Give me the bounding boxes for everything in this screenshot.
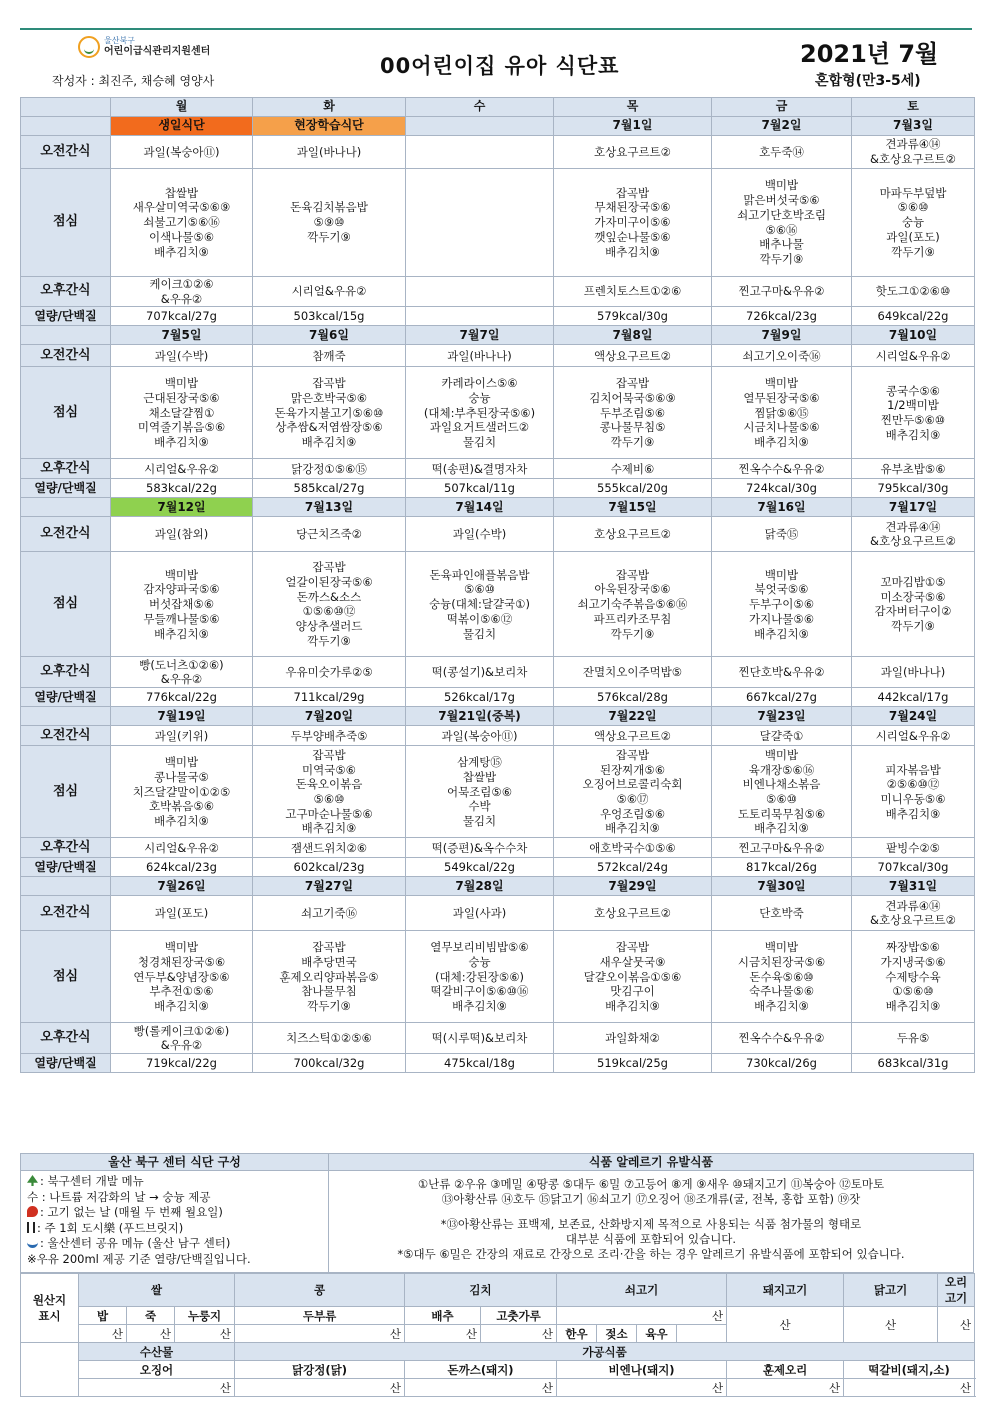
origin-item-2: 돈까스(돼지) bbox=[405, 1361, 557, 1379]
row-label-lunch: 점심 bbox=[21, 552, 111, 657]
afternoon-snack-cell: 찐단호박&우유② bbox=[712, 657, 852, 688]
author-line: 작성자 : 최진주, 채승혜 영양사 bbox=[52, 74, 215, 88]
energy-cell: 711kcal/29g bbox=[253, 688, 406, 707]
day-header: 토 bbox=[852, 98, 975, 117]
lunch-cell: 백미밥 근대된장국⑤⑥ 채소달걀찜① 미역줄기볶음⑤⑥ 배추김치⑨ bbox=[111, 367, 253, 459]
energy-cell: 526kcal/17g bbox=[406, 688, 554, 707]
origin-item-0-mark: 산 bbox=[79, 1379, 235, 1397]
energy-cell: 724kcal/30g bbox=[712, 479, 852, 498]
date-cell: 7월27일 bbox=[253, 877, 406, 896]
origin-item-2-mark: 산 bbox=[405, 1379, 557, 1397]
energy-cell: 719kcal/22g bbox=[111, 1054, 253, 1073]
date-cell: 7월7일 bbox=[406, 326, 554, 345]
morning-snack-cell: 쇠고기오이죽⑯ bbox=[712, 345, 852, 367]
afternoon-snack-cell: 시리얼&우유② bbox=[253, 277, 406, 307]
lunch-cell: 잡곡밥 아욱된장국⑤⑥ 쇠고기숙주볶음⑤⑥⑯ 파프리카조무침 깍두기⑨ bbox=[554, 552, 712, 657]
afternoon-snack-cell: 케이크①②⑥ &우유② bbox=[111, 277, 253, 307]
lunch-cell: 잡곡밥 미역국⑤⑥ 돈육오이볶음 ⑤⑥⑩ 고구마순나물⑤⑥ 배추김치⑨ bbox=[253, 746, 406, 838]
date-cell: 7월3일 bbox=[852, 117, 975, 136]
afternoon-snack-cell: 유부초밥⑤⑥ bbox=[852, 459, 975, 479]
origin-item-1-mark: 산 bbox=[235, 1379, 405, 1397]
date-cell: 현장학습식단 bbox=[253, 117, 406, 136]
lunch-cell: 돈육김치볶음밥 ⑤⑨⑩ 깍두기⑨ bbox=[253, 169, 406, 277]
legend-right-title: 식품 알레르기 유발식품 bbox=[329, 1154, 973, 1171]
allergen-list-2: ⑬아황산류 ⑭호두 ⑮닭고기 ⑯쇠고기 ⑰오징어 ⑱조개류(굴, 전복, 홍합 포함) ⑲잣 bbox=[441, 1192, 861, 1206]
legend-item-dosirak: : 주 1회 도시樂 (푸드브릿지) bbox=[27, 1221, 322, 1237]
allergen-note-3: *⑤대두 ⑥밀은 간장의 재료로 간장으로 조리·간을 하는 경우 알레르기 유발식품에 포함되어 있습니다. bbox=[397, 1247, 905, 1261]
energy-cell: 726kcal/23g bbox=[712, 307, 852, 326]
energy-cell: 817kcal/26g bbox=[712, 858, 852, 877]
row-label-afternoon: 오후간식 bbox=[21, 657, 111, 688]
energy-cell bbox=[406, 307, 554, 326]
row-label-lunch: 점심 bbox=[21, 931, 111, 1023]
allergen-note-1: *⑬아황산류는 표백제, 보존료, 산화방지제 목적으로 사용되는 식품 첨가물의 형태로 bbox=[440, 1217, 862, 1231]
page-title: 00어린이집 유아 식단표 bbox=[380, 54, 620, 78]
origin-item-5-mark: 산 bbox=[844, 1379, 975, 1397]
pepper-icon bbox=[27, 1206, 38, 1217]
day-header: 화 bbox=[253, 98, 406, 117]
row-label-energy: 열량/단백질 bbox=[21, 307, 111, 326]
origin-kimchi-pepper: 고춧가루 bbox=[481, 1307, 557, 1325]
morning-snack-cell: 호두죽⑭ bbox=[712, 136, 852, 169]
afternoon-snack-cell: 잔멸치오이주먹밥⑤ bbox=[554, 657, 712, 688]
origin-item-1: 닭강정(닭) bbox=[235, 1361, 405, 1379]
afternoon-snack-cell: 과일(바나나) bbox=[852, 657, 975, 688]
afternoon-snack-cell: 두유⑤ bbox=[852, 1023, 975, 1054]
morning-snack-cell: 단호박죽 bbox=[712, 896, 852, 931]
morning-snack-cell: 견과류④⑭ &호상요구르트② bbox=[852, 896, 975, 931]
origin-table bbox=[20, 1273, 975, 1397]
lunch-cell: 카레라이스⑤⑥ 숭늉 (대체:부추된장국⑤⑥) 과일요거트샐러드② 물김치 bbox=[406, 367, 554, 459]
lunch-cell: 꼬마김밥①⑤ 미소장국⑤⑥ 감자버터구이② 깍두기⑨ bbox=[852, 552, 975, 657]
date-cell: 7월29일 bbox=[554, 877, 712, 896]
lunch-cell bbox=[406, 169, 554, 277]
afternoon-snack-cell: 시리얼&우유② bbox=[111, 459, 253, 479]
origin-item-3-mark: 산 bbox=[557, 1379, 727, 1397]
row-label-lunch: 점심 bbox=[21, 746, 111, 838]
legend-item-shared: : 울산센터 공유 메뉴 (울산 남구 센터) bbox=[27, 1236, 322, 1252]
row-label-morning: 오전간식 bbox=[21, 345, 111, 367]
date-cell: 7월23일 bbox=[712, 707, 852, 726]
energy-cell: 572kcal/24g bbox=[554, 858, 712, 877]
energy-cell: 730kcal/26g bbox=[712, 1054, 852, 1073]
menu-type: 혼합형(만3-5세) bbox=[815, 73, 921, 89]
morning-snack-cell: 참깨죽 bbox=[253, 345, 406, 367]
afternoon-snack-cell: 수제비⑥ bbox=[554, 459, 712, 479]
date-cell: 생일식단 bbox=[111, 117, 253, 136]
lunch-cell: 잡곡밥 배추당면국 훈제오리양파볶음⑤ 참나물무침 깍두기⑨ bbox=[253, 931, 406, 1023]
date-cell: 7월12일 bbox=[111, 498, 253, 517]
lunch-cell: 잡곡밥 새우살뭇국⑨ 달걀오이볶음①⑤⑥ 맛김구이 배추김치⑨ bbox=[554, 931, 712, 1023]
morning-snack-cell: 시리얼&우유② bbox=[852, 345, 975, 367]
fork-icon bbox=[27, 1222, 35, 1233]
table-corner bbox=[21, 98, 111, 117]
date-cell: 7월13일 bbox=[253, 498, 406, 517]
lunch-cell: 잡곡밥 된장찌개⑤⑥ 오징어브로콜리숙회 ⑤⑥⑰ 우엉조림⑤⑥ 배추김치⑨ bbox=[554, 746, 712, 838]
day-header: 월 bbox=[111, 98, 253, 117]
energy-cell: 549kcal/22g bbox=[406, 858, 554, 877]
lunch-cell: 백미밥 시금치된장국⑤⑥ 돈수육⑤⑥⑩ 숙주나물⑤⑥ 배추김치⑨ bbox=[712, 931, 852, 1023]
origin-kimchi-cabbage-mark: 산 bbox=[405, 1325, 481, 1343]
morning-snack-cell: 과일(참외) bbox=[111, 517, 253, 552]
morning-snack-cell: 과일(복숭아⑪) bbox=[111, 136, 253, 169]
afternoon-snack-cell: 시리얼&우유② bbox=[111, 838, 253, 858]
row-label-lunch: 점심 bbox=[21, 169, 111, 277]
date-cell: 7월2일 bbox=[712, 117, 852, 136]
origin-rice-juk: 죽 bbox=[127, 1307, 175, 1325]
date-row-label bbox=[21, 707, 111, 726]
origin-rice-bap: 밥 bbox=[79, 1307, 127, 1325]
lunch-cell: 백미밥 맑은버섯국⑤⑥ 쇠고기단호박조림 ⑤⑥⑯ 배추나물 깍두기⑨ bbox=[712, 169, 852, 277]
lunch-cell: 백미밥 북엇국⑤⑥ 두부구이⑤⑥ 가지나물⑤⑥ 배추김치⑨ bbox=[712, 552, 852, 657]
lunch-cell: 돈육파인애플볶음밥 ⑤⑥⑩ 숭늉(대체:달걀국①) 떡볶이⑤⑥⑫ 물김치 bbox=[406, 552, 554, 657]
afternoon-snack-cell: 과일화채② bbox=[554, 1023, 712, 1054]
origin-item-3: 비엔나(돼지) bbox=[557, 1361, 727, 1379]
legend-left-title: 울산 북구 센터 식단 구성 bbox=[21, 1154, 328, 1171]
origin-item-4-mark: 산 bbox=[727, 1379, 844, 1397]
date-cell: 7월19일 bbox=[111, 707, 253, 726]
row-label-morning: 오전간식 bbox=[21, 896, 111, 931]
day-header: 수 bbox=[406, 98, 554, 117]
row-label-morning: 오전간식 bbox=[21, 136, 111, 169]
legend-item-milk-note: ※우유 200ml 제공 기준 열량/단백질입니다. bbox=[27, 1251, 251, 1266]
energy-cell: 795kcal/30g bbox=[852, 479, 975, 498]
date-cell: 7월17일 bbox=[852, 498, 975, 517]
row-label-energy: 열량/단백질 bbox=[21, 1054, 111, 1073]
energy-cell: 602kcal/23g bbox=[253, 858, 406, 877]
date-row-label bbox=[21, 877, 111, 896]
date-cell: 7월20일 bbox=[253, 707, 406, 726]
afternoon-snack-cell: 잼샌드위치②⑥ bbox=[253, 838, 406, 858]
smile-logo-icon bbox=[78, 36, 100, 58]
origin-kimchi-pepper-mark: 산 bbox=[481, 1325, 557, 1343]
date-cell: 7월30일 bbox=[712, 877, 852, 896]
date-row-label bbox=[21, 326, 111, 345]
lunch-cell: 백미밥 청경채된장국⑤⑥ 연두부&양념장⑤⑥ 부추전①⑤⑥ 배추김치⑨ bbox=[111, 931, 253, 1023]
lunch-cell: 열무보리비빔밥⑤⑥ 숭늉 (대체:강된장⑤⑥) 떡갈비구이⑤⑥⑩⑯ 배추김치⑨ bbox=[406, 931, 554, 1023]
origin-rice-nurungji: 누룽지 bbox=[175, 1307, 235, 1325]
lunch-cell: 백미밥 콩나물국⑤ 치즈달걀말이①②⑤ 호박볶음⑤⑥ 배추김치⑨ bbox=[111, 746, 253, 838]
row-label-morning: 오전간식 bbox=[21, 726, 111, 746]
menu-month: 2021년 7월 bbox=[800, 40, 939, 68]
energy-cell: 579kcal/30g bbox=[554, 307, 712, 326]
date-cell: 7월6일 bbox=[253, 326, 406, 345]
energy-cell: 555kcal/20g bbox=[554, 479, 712, 498]
origin-beef-dairy: 젖소 bbox=[597, 1325, 637, 1343]
origin-group-duck: 오리고기 bbox=[938, 1274, 975, 1307]
afternoon-snack-cell: 빵(도너츠①②⑥) &우유② bbox=[111, 657, 253, 688]
afternoon-snack-cell: 찐고구마&우유② bbox=[712, 838, 852, 858]
tree-icon bbox=[27, 1175, 38, 1186]
lunch-cell: 콩국수⑤⑥ 1/2백미밥 찐만두⑤⑥⑩ 배추김치⑨ bbox=[852, 367, 975, 459]
date-cell: 7월22일 bbox=[554, 707, 712, 726]
lunch-cell: 잡곡밥 얼갈이된장국⑤⑥ 돈까스&소스 ①⑤⑥⑩⑫ 양상추샐러드 깍두기⑨ bbox=[253, 552, 406, 657]
origin-group-rice: 쌀 bbox=[79, 1274, 235, 1307]
lunch-cell: 삼계탕⑮ 찹쌀밥 어묵조림⑤⑥ 수박 물김치 bbox=[406, 746, 554, 838]
morning-snack-cell: 과일(바나나) bbox=[253, 136, 406, 169]
origin-beef-blank bbox=[677, 1325, 727, 1343]
row-label-lunch: 점심 bbox=[21, 367, 111, 459]
energy-cell: 707kcal/30g bbox=[852, 858, 975, 877]
date-cell: 7월9일 bbox=[712, 326, 852, 345]
allergen-list-1: ①난류 ②우유 ③메밀 ④땅콩 ⑤대두 ⑥밀 ⑦고등어 ⑧게 ⑨새우 ⑩돼지고기 ⑪복숭아 ⑫토마토 bbox=[417, 1177, 885, 1191]
weekly-menu-table bbox=[20, 97, 975, 1073]
date-cell: 7월5일 bbox=[111, 326, 253, 345]
morning-snack-cell: 시리얼&우유② bbox=[852, 726, 975, 746]
origin-kimchi-cabbage: 배추 bbox=[405, 1307, 481, 1325]
energy-cell: 503kcal/15g bbox=[253, 307, 406, 326]
afternoon-snack-cell: 떡(콩설기)&보리차 bbox=[406, 657, 554, 688]
afternoon-snack-cell: 치즈스틱①②⑤⑥ bbox=[253, 1023, 406, 1054]
row-label-energy: 열량/단백질 bbox=[21, 479, 111, 498]
origin-item-5: 떡갈비(돼지,소) bbox=[844, 1361, 975, 1379]
allergen-legend bbox=[329, 1154, 973, 1272]
energy-cell: 776kcal/22g bbox=[111, 688, 253, 707]
energy-cell: 507kcal/11g bbox=[406, 479, 554, 498]
row-label-afternoon: 오후간식 bbox=[21, 459, 111, 479]
morning-snack-cell: 닭죽⑮ bbox=[712, 517, 852, 552]
energy-cell: 442kcal/17g bbox=[852, 688, 975, 707]
morning-snack-cell: 과일(포도) bbox=[111, 896, 253, 931]
date-cell: 7월8일 bbox=[554, 326, 712, 345]
date-cell: 7월16일 bbox=[712, 498, 852, 517]
row-label-energy: 열량/단백질 bbox=[21, 688, 111, 707]
afternoon-snack-cell: 우유미숫가루②⑤ bbox=[253, 657, 406, 688]
morning-snack-cell: 두부양배추죽⑤ bbox=[253, 726, 406, 746]
origin-beef-hanwoo: 한우 bbox=[557, 1325, 597, 1343]
origin-beef-mark: 산 bbox=[557, 1307, 727, 1325]
legend-item-sodium: 수 : 나트륨 저감화의 날 → 숭늉 제공 bbox=[27, 1189, 211, 1204]
center-logo bbox=[78, 36, 210, 58]
top-divider bbox=[20, 28, 972, 30]
row-label-energy: 열량/단백질 bbox=[21, 858, 111, 877]
afternoon-snack-cell: 프렌치토스트①②⑥ bbox=[554, 277, 712, 307]
day-header: 목 bbox=[554, 98, 712, 117]
row-label-afternoon: 오후간식 bbox=[21, 277, 111, 307]
origin-group-beef: 쇠고기 bbox=[557, 1274, 727, 1307]
date-cell: 7월31일 bbox=[852, 877, 975, 896]
lunch-cell: 백미밥 감자양파국⑤⑥ 버섯잡채⑤⑥ 무들깨나물⑤⑥ 배추김치⑨ bbox=[111, 552, 253, 657]
legend-box bbox=[20, 1153, 974, 1273]
logo-region: 울산북구 bbox=[104, 36, 135, 46]
allergen-note-2: 대부분 식품에 포함되어 있습니다. bbox=[565, 1232, 737, 1246]
origin-bean-tofu-mark: 산 bbox=[235, 1325, 405, 1343]
afternoon-snack-cell: 떡(시루떡)&보리차 bbox=[406, 1023, 554, 1054]
origin-group-pork: 돼지고기 bbox=[727, 1274, 844, 1307]
energy-cell: 683kcal/31g bbox=[852, 1054, 975, 1073]
afternoon-snack-cell: 찐옥수수&우유② bbox=[712, 1023, 852, 1054]
morning-snack-cell: 액상요구르트② bbox=[554, 726, 712, 746]
morning-snack-cell: 과일(수박) bbox=[111, 345, 253, 367]
date-cell: 7월26일 bbox=[111, 877, 253, 896]
origin-duck-mark: 산 bbox=[938, 1307, 975, 1343]
date-row-label bbox=[21, 117, 111, 136]
afternoon-snack-cell: 떡(증편)&옥수수차 bbox=[406, 838, 554, 858]
morning-snack-cell: 견과류④⑭ &호상요구르트② bbox=[852, 136, 975, 169]
lunch-cell: 백미밥 열무된장국⑤⑥ 찜닭⑤⑥⑮ 시금치나물⑤⑥ 배추김치⑨ bbox=[712, 367, 852, 459]
origin-label-cont bbox=[21, 1343, 79, 1397]
energy-cell: 667kcal/27g bbox=[712, 688, 852, 707]
energy-cell: 624kcal/23g bbox=[111, 858, 253, 877]
date-cell: 7월14일 bbox=[406, 498, 554, 517]
lunch-cell: 잡곡밥 맑은호박국⑤⑥ 돈육가지불고기⑤⑥⑩ 상추쌈&저염쌈장⑤⑥ 배추김치⑨ bbox=[253, 367, 406, 459]
morning-snack-cell: 호상요구르트② bbox=[554, 517, 712, 552]
morning-snack-cell: 쇠고기죽⑯ bbox=[253, 896, 406, 931]
date-row-label bbox=[21, 498, 111, 517]
legend-item-bukgu: : 북구센터 개발 메뉴 bbox=[27, 1174, 322, 1190]
afternoon-snack-cell: 떡(송편)&결명자차 bbox=[406, 459, 554, 479]
energy-cell: 475kcal/18g bbox=[406, 1054, 554, 1073]
energy-cell: 583kcal/22g bbox=[111, 479, 253, 498]
morning-snack-cell: 과일(복숭아⑪) bbox=[406, 726, 554, 746]
lunch-cell: 마파두부덮밥 ⑤⑥⑩ 숭늉 과일(포도) 깍두기⑨ bbox=[852, 169, 975, 277]
morning-snack-cell: 견과류④⑭ &호상요구르트② bbox=[852, 517, 975, 552]
row-label-afternoon: 오후간식 bbox=[21, 838, 111, 858]
origin-group-kimchi: 김치 bbox=[405, 1274, 557, 1307]
origin-chicken-mark: 산 bbox=[844, 1307, 938, 1343]
energy-cell: 707kcal/27g bbox=[111, 307, 253, 326]
date-cell: 7월10일 bbox=[852, 326, 975, 345]
energy-cell: 649kcal/22g bbox=[852, 307, 975, 326]
origin-processed: 가공식품 bbox=[235, 1343, 975, 1361]
origin-group-bean: 콩 bbox=[235, 1274, 405, 1307]
morning-snack-cell: 호상요구르트② bbox=[554, 896, 712, 931]
date-cell: 7월21일(중복) bbox=[406, 707, 554, 726]
morning-snack-cell: 과일(바나나) bbox=[406, 345, 554, 367]
lunch-cell: 잡곡밥 무채된장국⑤⑥ 가자미구이⑤⑥ 깻잎순나물⑤⑥ 배추김치⑨ bbox=[554, 169, 712, 277]
morning-snack-cell: 호상요구르트② bbox=[554, 136, 712, 169]
afternoon-snack-cell: 팥빙수②⑤ bbox=[852, 838, 975, 858]
lunch-cell: 피자볶음밥 ②⑤⑥⑩⑫ 미니우동⑤⑥ 배추김치⑨ bbox=[852, 746, 975, 838]
legend-item-meatless: : 고기 없는 날 (매월 두 번째 월요일) bbox=[27, 1205, 322, 1221]
origin-item-4: 훈제오리 bbox=[727, 1361, 844, 1379]
date-cell: 7월1일 bbox=[554, 117, 712, 136]
origin-item-0: 오징어 bbox=[79, 1361, 235, 1379]
origin-rice-bap-mark: 산 bbox=[79, 1325, 127, 1343]
date-cell: 7월15일 bbox=[554, 498, 712, 517]
date-cell bbox=[406, 117, 554, 136]
origin-seafood: 수산물 bbox=[79, 1343, 235, 1361]
energy-cell: 700kcal/32g bbox=[253, 1054, 406, 1073]
origin-group-chicken: 닭고기 bbox=[844, 1274, 938, 1307]
logo-center-name: 어린이급식관리지원센터 bbox=[104, 45, 211, 57]
morning-snack-cell: 과일(키위) bbox=[111, 726, 253, 746]
lunch-cell: 찹쌀밥 새우살미역국⑤⑥⑨ 쇠불고기⑤⑥⑯ 이색나물⑤⑥ 배추김치⑨ bbox=[111, 169, 253, 277]
morning-snack-cell: 달걀죽① bbox=[712, 726, 852, 746]
morning-snack-cell bbox=[406, 136, 554, 169]
origin-beef-yukwoo: 육우 bbox=[637, 1325, 677, 1343]
afternoon-snack-cell: 애호박국수①⑤⑥ bbox=[554, 838, 712, 858]
afternoon-snack-cell: 핫도그①②⑥⑩ bbox=[852, 277, 975, 307]
morning-snack-cell: 과일(사과) bbox=[406, 896, 554, 931]
morning-snack-cell: 액상요구르트② bbox=[554, 345, 712, 367]
origin-rice-nurungji-mark: 산 bbox=[175, 1325, 235, 1343]
row-label-afternoon: 오후간식 bbox=[21, 1023, 111, 1054]
afternoon-snack-cell: 빵(롤케이크①②⑥) &우유② bbox=[111, 1023, 253, 1054]
lunch-cell: 잡곡밥 김치어묵국⑤⑥⑨ 두부조림⑤⑥ 콩나물무침⑤ 깍두기⑨ bbox=[554, 367, 712, 459]
lunch-cell: 짜장밥⑤⑥ 가지냉국⑤⑥ 수제탕수육 ①⑤⑥⑩ 배추김치⑨ bbox=[852, 931, 975, 1023]
afternoon-snack-cell: 찐옥수수&우유② bbox=[712, 459, 852, 479]
afternoon-snack-cell: 닭강정①⑤⑥⑮ bbox=[253, 459, 406, 479]
row-label-morning: 오전간식 bbox=[21, 517, 111, 552]
day-header: 금 bbox=[712, 98, 852, 117]
origin-bean-tofu: 두부류 bbox=[235, 1307, 405, 1325]
energy-cell: 585kcal/27g bbox=[253, 479, 406, 498]
lunch-cell: 백미밥 육개장⑤⑥⑯ 비엔나채소볶음 ⑤⑥⑩ 도토리묵무침⑤⑥ 배추김치⑨ bbox=[712, 746, 852, 838]
wave-icon bbox=[27, 1237, 38, 1248]
origin-pork-mark: 산 bbox=[727, 1307, 844, 1343]
menu-composition-legend bbox=[21, 1154, 329, 1272]
morning-snack-cell: 당근치즈죽② bbox=[253, 517, 406, 552]
energy-cell: 576kcal/28g bbox=[554, 688, 712, 707]
afternoon-snack-cell bbox=[406, 277, 554, 307]
energy-cell: 519kcal/25g bbox=[554, 1054, 712, 1073]
date-cell: 7월24일 bbox=[852, 707, 975, 726]
morning-snack-cell: 과일(수박) bbox=[406, 517, 554, 552]
origin-rice-juk-mark: 산 bbox=[127, 1325, 175, 1343]
date-cell: 7월28일 bbox=[406, 877, 554, 896]
origin-label: 원산지 표시 bbox=[21, 1274, 79, 1343]
afternoon-snack-cell: 찐고구마&우유② bbox=[712, 277, 852, 307]
